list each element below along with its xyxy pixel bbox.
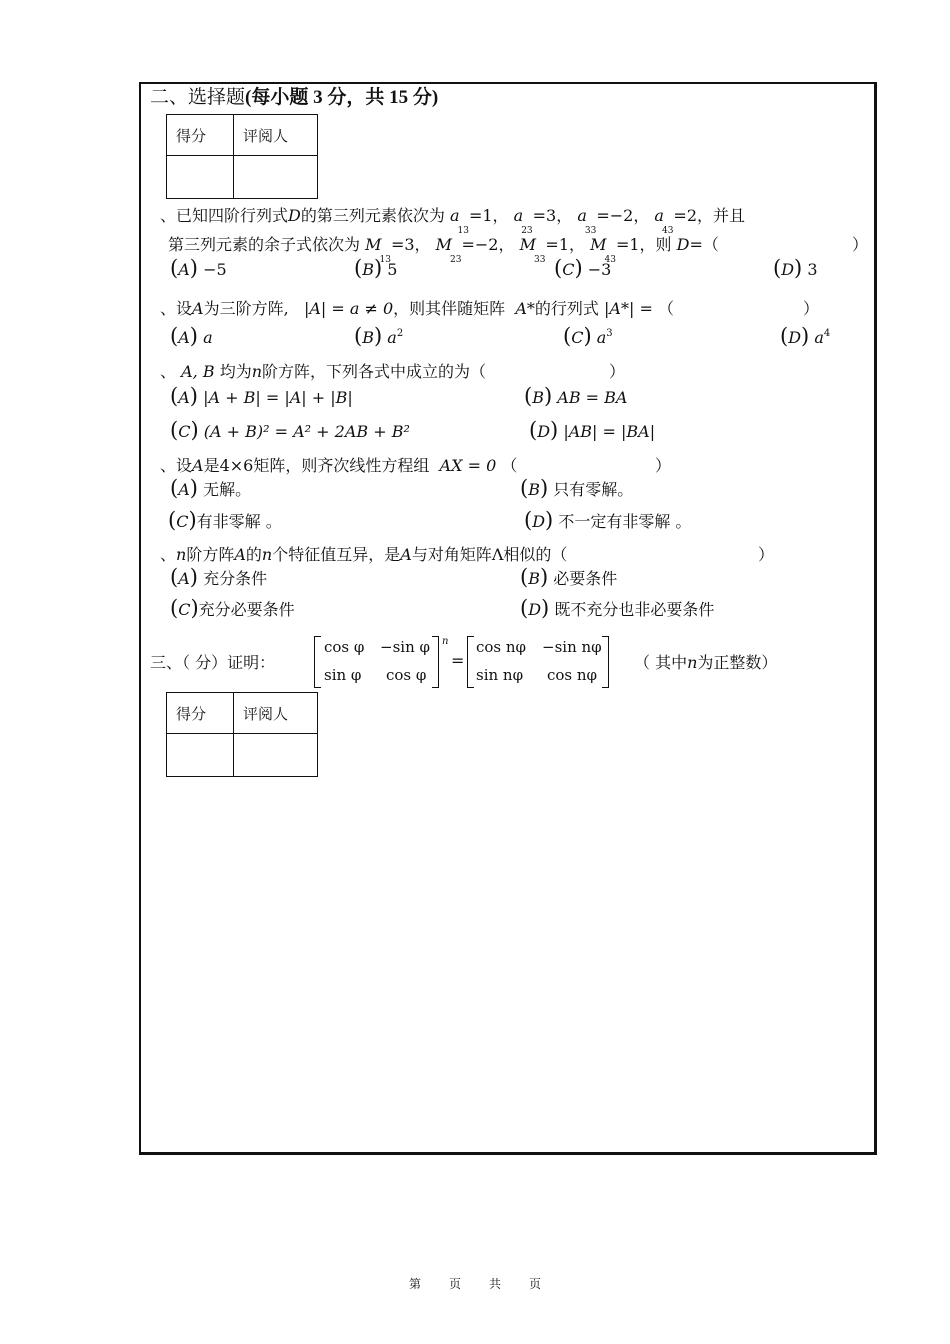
q3-option-b[interactable]: (B) AB = BA (524, 384, 628, 408)
question-5-paren-close: ） (758, 545, 775, 564)
equals-sign: = (451, 651, 465, 670)
matrix-right-bracket-open (467, 636, 474, 688)
m2-a22: cos nφ (547, 666, 598, 684)
score-label: 得分 (167, 115, 234, 156)
q4-option-d[interactable]: (D) 不一定有非零解 。 (524, 508, 692, 532)
reviewer-label: 评阅人 (234, 693, 318, 734)
q2-option-a[interactable]: (A) a (170, 324, 213, 348)
q3-option-c[interactable]: (C) (A + B)² = A² + 2AB + B² (170, 418, 410, 442)
power-n: n (442, 636, 449, 647)
m2-a21: sin nφ (476, 666, 524, 684)
q2-option-c[interactable]: (C) $a^3$ (563, 324, 613, 348)
score-table-section-2 (166, 114, 318, 199)
q5-option-c[interactable]: (C)充分必要条件 (170, 596, 295, 620)
question-1-paren-close: ） (852, 235, 869, 254)
page-footer: 第 页 共 页 (408, 1277, 542, 1291)
q1-option-a[interactable]: (A) −5 (170, 256, 227, 280)
question-2: 、设A为三阶方阵, |A| = a ≠ 0，则其伴随矩阵 A*的行列式 |A*| = （ (160, 299, 674, 318)
q1-option-d[interactable]: (D) 3 (773, 256, 818, 280)
question-1-line-1: 、已知四阶行列式D的第三列元素依次为 $a_{13}=1$， $a_{23}=3$， $a_{33}=-2$， $a_{43}=2$，并且 (160, 206, 746, 236)
q2-option-d[interactable]: (D) $a^4$ (780, 324, 831, 348)
score-label: 得分 (167, 693, 234, 734)
q4-option-a[interactable]: (A) 无解。 (170, 476, 252, 500)
question-1-line-2: 第三列元素的余子式依次为 $M_{13}=3$， $M_{23}=-2$， $M_{33}=1$， $M_{43}=1$，则 D=（ (168, 235, 719, 265)
m2-a12: −sin nφ (542, 638, 602, 656)
q2-option-b[interactable]: (B) $a^2$ (354, 324, 404, 348)
matrix-right-bracket-close (602, 636, 609, 688)
question-3: 、 A, B 均为n阶方阵，下列各式中成立的为（ (160, 362, 487, 381)
score-cell[interactable] (167, 734, 234, 777)
question-4-paren-close: ） (655, 456, 672, 475)
q4-option-b[interactable]: (B) 只有零解。 (520, 476, 634, 500)
question-5: 、n阶方阵A的n个特征值互异，是A与对角矩阵Λ相似的（ (160, 545, 568, 564)
m2-a11: cos nφ (476, 638, 527, 656)
reviewer-label: 评阅人 (234, 115, 318, 156)
q5-option-a[interactable]: (A) 充分条件 (170, 565, 268, 589)
reviewer-cell[interactable] (234, 734, 318, 777)
q3-option-a[interactable]: (A) |A + B| = |A| + |B| (170, 384, 353, 408)
section-3-note: （ 其中n为正整数） (634, 653, 778, 672)
q5-option-b[interactable]: (B) 必要条件 (520, 565, 618, 589)
q1-option-c[interactable]: (C) −3 (554, 256, 612, 280)
question-3-paren-close: ） (609, 362, 626, 381)
score-cell[interactable] (167, 156, 234, 199)
m1-a22: cos φ (386, 666, 427, 684)
matrix-left-bracket-open (314, 636, 321, 688)
q3-option-d[interactable]: (D) |AB| = |BA| (529, 418, 656, 442)
m1-a12: −sin φ (380, 638, 430, 656)
score-table-section-3 (166, 692, 318, 777)
m1-a21: sin φ (324, 666, 362, 684)
q4-option-c[interactable]: (C)有非零解 。 (168, 508, 282, 532)
section-3-title: 三、（ 分）证明： (150, 653, 276, 672)
section-2-title: 二、选择题(每小题 3 分，共 15 分) (150, 86, 439, 108)
reviewer-cell[interactable] (234, 156, 318, 199)
q1-option-b[interactable]: (B) 5 (354, 256, 398, 280)
question-4: 、设A是4×6矩阵，则齐次线性方程组 AX = 0 （ (160, 456, 518, 475)
question-2-paren-close: ） (803, 299, 820, 318)
q5-option-d[interactable]: (D) 既不充分也非必要条件 (520, 596, 715, 620)
matrix-left-bracket-close (432, 636, 439, 688)
m1-a11: cos φ (324, 638, 365, 656)
